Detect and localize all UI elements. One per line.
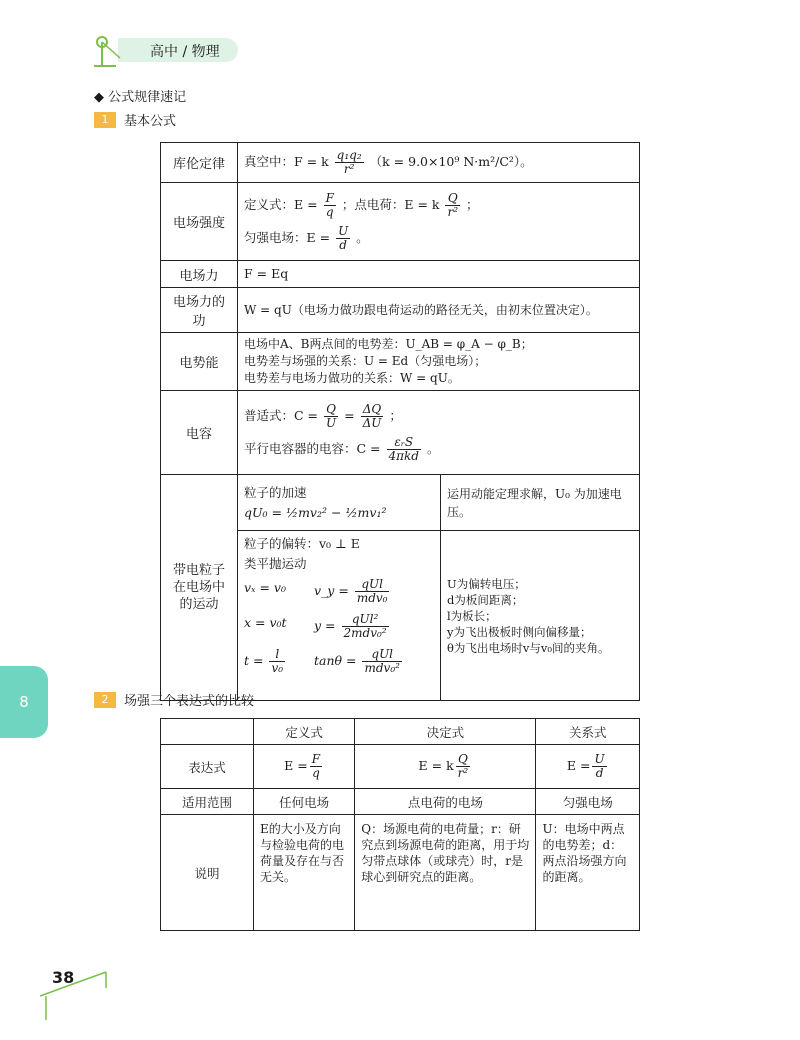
footer-lever-icon — [36, 966, 116, 1026]
defl-y-num: qUl² — [342, 613, 389, 627]
defl-title: 粒子的偏转：v₀ ⊥ E — [244, 536, 360, 551]
windmill-icon — [86, 30, 126, 70]
cap-gen-post: ； — [389, 407, 402, 423]
force-formula: F = Eq — [238, 261, 640, 288]
defl-tan-den: mdv₀² — [364, 661, 400, 675]
field-point-num: Q — [445, 192, 460, 206]
row-label-capacitance: 电容 — [161, 391, 238, 475]
row-label-potential: 电势能 — [161, 333, 238, 391]
field-uni-num: U — [338, 223, 349, 238]
field-point-pre: ；点电荷：E = k — [341, 196, 440, 212]
capacitance-formulas — [238, 391, 640, 475]
cap-gen-den2: ΔU — [362, 415, 382, 430]
desc-determinant: Q：场源电荷的电荷量；r：研究点到场源电荷的距离，用于均匀带点球体（或球壳）时，r是球心到研究点的距离。 — [355, 815, 536, 931]
e2-den: r² — [457, 766, 469, 780]
section-title: ◆ 公式规律速记 — [94, 90, 187, 105]
expr-relation — [536, 745, 640, 789]
cap-par-den: 4πkd — [388, 448, 419, 463]
e2-num: Q — [456, 753, 471, 767]
accel-title: 粒子的加速 — [244, 484, 307, 500]
expr-definition — [254, 745, 355, 789]
note-line: U为偏转电压； — [447, 576, 526, 591]
field-uni-pre: 匀强电场：E = — [244, 229, 331, 245]
defl-y-den: 2mdv₀² — [343, 626, 387, 640]
field-def-num: F — [325, 190, 334, 205]
cap-gen-eq: = — [344, 407, 355, 423]
note-line: l为板长； — [447, 608, 497, 623]
note-line: d为板间距离； — [447, 592, 524, 607]
coulomb-formula — [238, 143, 640, 183]
field-formulas — [238, 183, 640, 261]
scope-cell: 任何电场 — [254, 789, 355, 815]
e3-num: U — [594, 752, 605, 766]
potential-formulas — [238, 333, 640, 391]
comparison-table — [160, 718, 640, 931]
desc-relation: U：电场中两点的电势差；d：两点沿场强方向的距离。 — [536, 815, 640, 931]
defl-vy-pre: v_y = — [314, 583, 349, 598]
expr-determinant — [355, 745, 536, 789]
e1-num: F — [311, 752, 321, 766]
field-uni-post: 。 — [356, 229, 369, 245]
formula-table — [160, 142, 640, 701]
row-label-field: 电场强度 — [161, 183, 238, 261]
row-label-expression: 表达式 — [161, 745, 254, 789]
e3-den: d — [595, 766, 604, 780]
row-label-scope: 适用范围 — [161, 789, 254, 815]
subsection-number: 1 — [94, 112, 116, 128]
field-def-pre: 定义式：E = — [244, 196, 318, 212]
defl-t-den: v₀ — [271, 661, 284, 675]
e3-pre: E = — [566, 758, 591, 773]
note-line: y为飞出极板时侧向偏移量； — [447, 624, 592, 639]
col-header: 关系式 — [536, 719, 640, 745]
cap-par-pre: 平行电容器的电容：C = — [244, 440, 381, 456]
col-header: 决定式 — [355, 719, 536, 745]
deflection-cell — [238, 531, 441, 701]
chapter-tab: 8 — [0, 666, 48, 738]
desc-definition: E的大小及方向与检验电荷的电荷量及存在与否无关。 — [254, 815, 355, 931]
subsection-2 — [94, 690, 254, 709]
field-def-den: q — [325, 204, 334, 219]
scope-cell: 匀强电场 — [536, 789, 640, 815]
scope-cell: 点电荷的电场 — [355, 789, 536, 815]
defl-sub: 类平抛运动 — [244, 556, 307, 571]
cap-gen-num2: ΔQ — [361, 403, 384, 417]
row-label-coulomb: 库伦定律 — [161, 143, 238, 183]
field-uni-den: d — [339, 237, 347, 252]
cap-gen-pre: 普适式：C = — [244, 407, 319, 423]
defl-x: x = v₀t — [244, 615, 287, 630]
cap-par-num: εᵣS — [387, 436, 421, 450]
defl-t-num: l — [269, 648, 285, 662]
cap-gen-num: Q — [324, 403, 338, 417]
coulomb-den: r² — [343, 162, 355, 176]
cap-gen-den: U — [326, 415, 337, 430]
note-line: θ为飞出电场时v与v₀间的夹角。 — [447, 640, 610, 655]
defl-vy-den: mdv₀ — [356, 591, 388, 605]
accel-formula: qU₀ = ½mv₂² − ½mv₁² — [244, 504, 387, 520]
subsection-title: 场强三个表达式的比较 — [124, 694, 255, 709]
potential-line-2: 电势差与场强的关系：U = Ed（匀强电场）； — [244, 354, 487, 368]
defl-vx: vₓ = v₀ — [244, 580, 286, 595]
coulomb-text-pre: 真空中：F = k — [244, 154, 329, 169]
field-point-den: r² — [447, 204, 459, 219]
accel-cell — [238, 475, 441, 531]
defl-tan-pre: tanθ = — [314, 653, 357, 668]
coulomb-num: q₁q₂ — [336, 148, 362, 162]
accel-note: 运用动能定理求解，U₀ 为加速电压。 — [441, 475, 640, 531]
col-header: 定义式 — [254, 719, 355, 745]
empty-header — [161, 719, 254, 745]
row-label-description: 说明 — [161, 815, 254, 931]
row-label-work: 电场力的功 — [161, 288, 238, 333]
row-label-force: 电场力 — [161, 261, 238, 288]
field-point-post: ； — [466, 196, 479, 212]
page-number: 38 — [52, 968, 75, 987]
defl-y-pre: y = — [314, 618, 336, 633]
cap-par-post: 。 — [426, 440, 440, 456]
potential-line-3: 电势差与电场力做功的关系：W = qU。 — [244, 371, 460, 385]
subsection-title: 基本公式 — [124, 114, 177, 129]
deflection-notes — [441, 531, 640, 701]
defl-vy-num: qUl — [355, 578, 390, 592]
potential-line-1: 电场中A、B两点间的电势差：U_AB = φ_A − φ_B； — [244, 337, 533, 351]
e1-den: q — [312, 766, 320, 780]
coulomb-text-post: （k = 9.0×10⁹ N·m²/C²）。 — [369, 154, 533, 169]
page-header-title: 高中 / 物理 — [150, 44, 220, 60]
row-label-motion: 带电粒子在电场中的运动 — [161, 475, 238, 701]
e2-pre: E = k — [418, 758, 454, 773]
subsection-1 — [94, 110, 176, 129]
defl-tan-num: qUl — [362, 648, 401, 662]
subsection-number: 2 — [94, 692, 116, 708]
work-formula: W = qU（电场力做功跟电荷运动的路径无关，由初末位置决定）。 — [238, 288, 640, 333]
defl-t-pre: t = — [244, 653, 264, 668]
e1-pre: E = — [284, 758, 308, 773]
